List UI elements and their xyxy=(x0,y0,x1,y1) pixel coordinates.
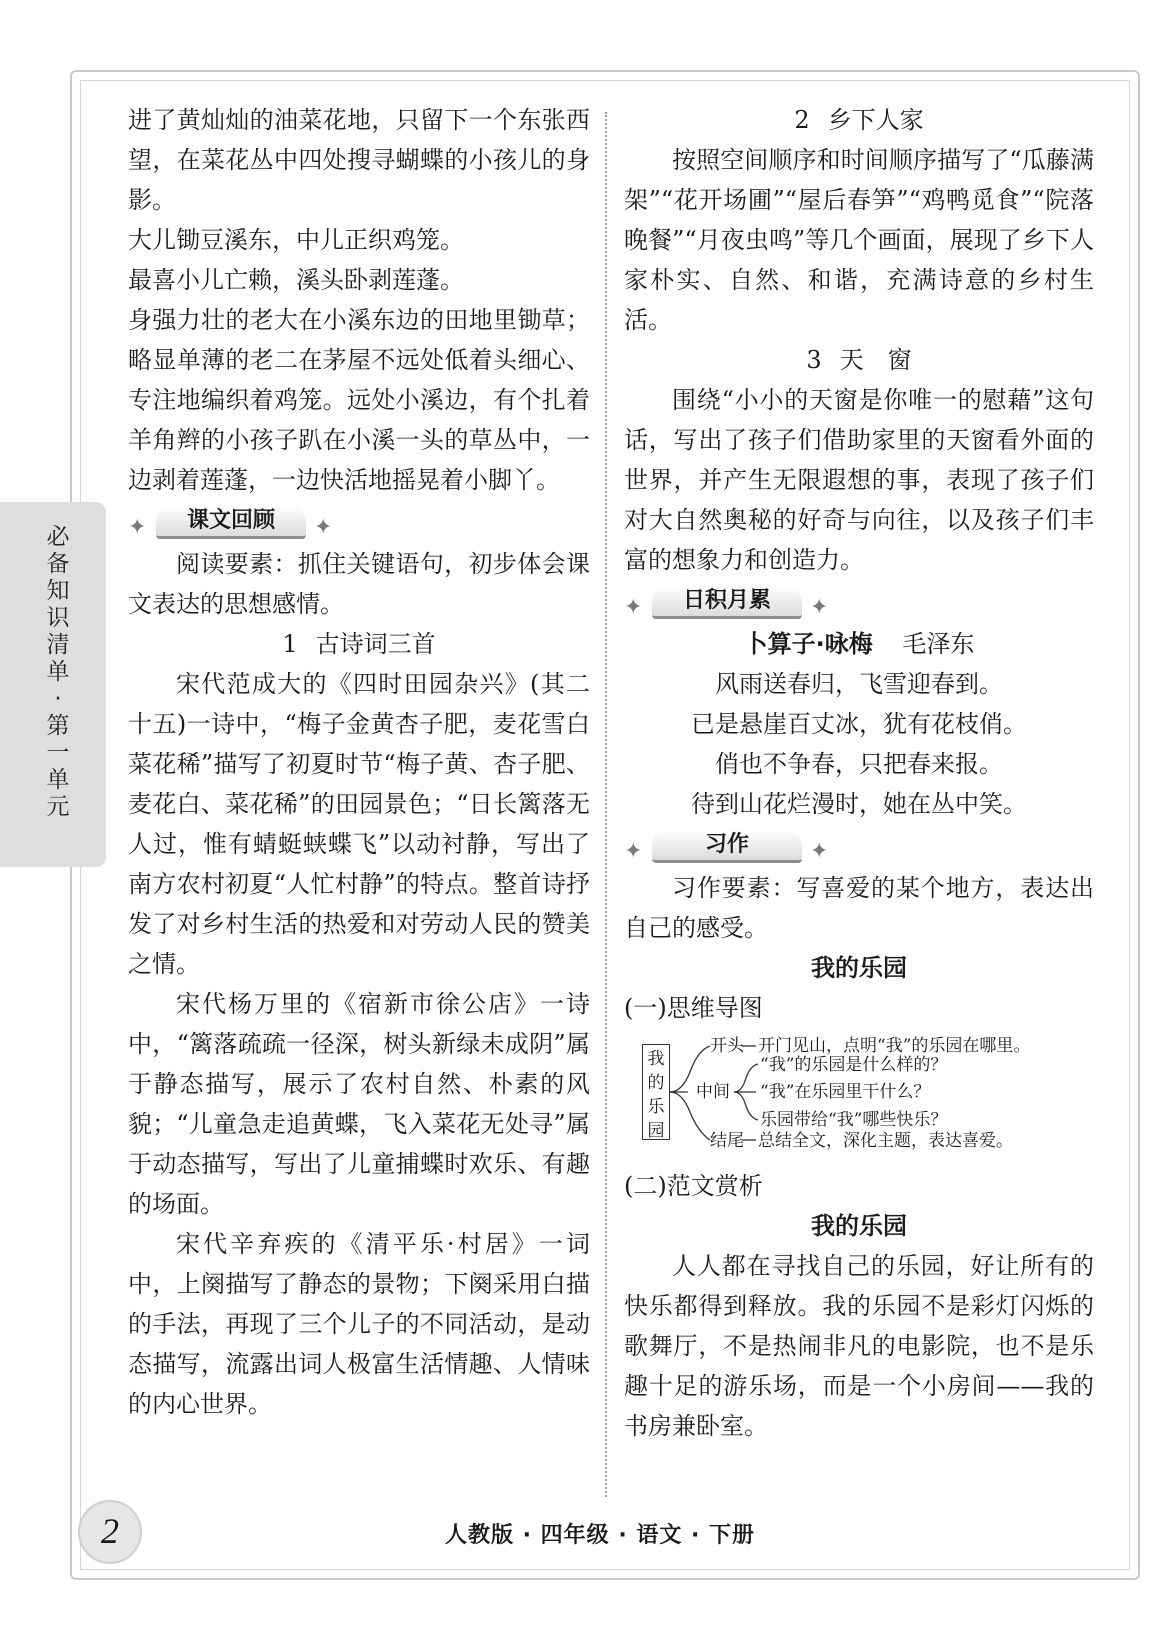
mindmap-heading: (一)思维导图 xyxy=(624,994,763,1022)
side-tab-label: 必备知识清单·第一单元 xyxy=(46,524,70,820)
right-column xyxy=(624,100,1094,1446)
poem-line: 风雨送春归，飞雪迎春到。 xyxy=(715,670,1003,698)
mind-map-start-label: 开头 xyxy=(710,1036,744,1056)
intro-paragraph-2: 身强力壮的老大在小溪东边的田地里锄草；略显单薄的老二在茅屋不远处低着头细心、专注地编织着鸡笼。远处小溪边，有个扎着羊角辫的小孩子趴在小溪一头的草丛中，一边剥着莲蓬，一边快活地摇晃着小脚丫。 xyxy=(128,306,590,494)
sparkle-icon: ✦ xyxy=(314,515,333,540)
sparkle-icon: ✦ xyxy=(810,595,829,620)
sample-title: 我的乐园 xyxy=(811,1212,907,1240)
lesson-3-heading xyxy=(624,340,1094,380)
mind-map-middle-item: “我”的乐园是什么样的？ xyxy=(760,1055,948,1075)
poem-line: 待到山花烂漫时，她在丛中笑。 xyxy=(691,790,1027,818)
sparkle-icon: ✦ xyxy=(624,595,643,620)
mind-map-middle-label: 中间 xyxy=(696,1082,730,1102)
sample-paragraph: 人人都在寻找自己的乐园，好让所有的快乐都得到释放。我的乐园不是彩灯闪烁的歌舞厅，不是热闹非凡的电影院，也不是乐趣十足的游乐场，而是一个小房间——我的书房兼卧室。 xyxy=(624,1252,1094,1440)
lesson-title: 乡下人家 xyxy=(827,106,924,134)
writing-elements: 习作要素：写喜爱的某个地方，表达出自己的感受。 xyxy=(624,874,1094,942)
mind-map-middle-item: “我”在乐园里干什么？ xyxy=(760,1082,931,1102)
poem-title: 卜算子·咏梅 xyxy=(743,630,873,658)
mind-map-start-text: 开门见山，点明“我”的乐园在哪里。 xyxy=(758,1036,1031,1056)
poem-heading xyxy=(624,624,1094,664)
poem-line: 俏也不争春，只把春来报。 xyxy=(715,750,1003,778)
essay-title: 我的乐园 xyxy=(811,954,907,982)
reading-elements: 阅读要素：抓住关键语句，初步体会课文表达的思想感情。 xyxy=(128,550,590,618)
lesson-title: 古诗词三首 xyxy=(315,630,436,658)
lesson-2-paragraph: 按照空间顺序和时间顺序描写了“瓜藤满架”“花开场圃”“屋后春笋”“鸡鸭觅食”“院落晚餐”“月夜虫鸣”等几个画面，展现了乡下人家朴实、自然、和谐，充满诗意的乡村生活。 xyxy=(624,146,1094,334)
mind-map-root: 我的乐园 xyxy=(642,1044,670,1140)
side-chapter-tab xyxy=(0,502,106,867)
left-column xyxy=(128,100,590,1424)
poem-line: 已是悬崖百丈冰，犹有花枝俏。 xyxy=(691,710,1027,738)
column-divider xyxy=(605,112,607,1497)
section-header-accumulation xyxy=(624,582,1094,622)
lesson-3-paragraph: 围绕“小小的天窗是你唯一的慰藉”这句话，写出了孩子们借助家里的天窗看外面的世界，并产生无限遐想的事，表现了孩子们对大自然奥秘的好奇与向往，以及孩子们丰富的想象力和创造力。 xyxy=(624,386,1094,574)
mind-map-end-label: 结尾 xyxy=(710,1131,744,1151)
mind-map-middle-item: 乐园带给“我”哪些快乐？ xyxy=(760,1110,948,1130)
lesson-number: 3 xyxy=(806,346,822,374)
poem-author: 毛泽东 xyxy=(902,630,975,658)
mind-map-end-text: 总结全文，深化主题，表达喜爱。 xyxy=(758,1131,1013,1151)
mind-map xyxy=(624,1032,1094,1162)
sample-heading: (二)范文赏析 xyxy=(624,1172,763,1200)
poem-line-2: 最喜小儿亡赖，溪头卧剥莲蓬。 xyxy=(128,266,464,294)
sparkle-icon: ✦ xyxy=(624,839,643,864)
lesson-title: 天 窗 xyxy=(839,346,912,374)
lesson-2-heading xyxy=(624,100,1094,140)
lesson-1-heading xyxy=(128,624,590,664)
lesson-number: 1 xyxy=(282,630,298,658)
page-number: 2 xyxy=(78,1500,142,1564)
section-title: 日积月累 xyxy=(652,586,802,619)
section-title: 习作 xyxy=(652,830,802,863)
sparkle-icon: ✦ xyxy=(810,839,829,864)
sparkle-icon: ✦ xyxy=(128,515,147,540)
footer-edition: 人教版 · 四年级 · 语文 · 下册 xyxy=(444,1523,756,1548)
lesson-1-paragraph-1: 宋代范成大的《四时田园杂兴》(其二十五)一诗中，“梅子金黄杏子肥，麦花雪白菜花稀”描写了初夏时节“梅子黄、杏子肥、麦花白、菜花稀”的田园景色；“日长篱落无人过，惟有蜻蜓蛱蝶飞”以动衬静，写出了南方农村初夏“人忙村静”的特点。整首诗抒发了对乡村生活的热爱和对劳动人民的赞美之情。 xyxy=(128,670,590,978)
section-header-writing xyxy=(624,826,1094,866)
intro-paragraph-1: 进了黄灿灿的油菜花地，只留下一个东张西望，在菜花丛中四处搜寻蝴蝶的小孩儿的身影。 xyxy=(128,106,590,214)
lesson-number: 2 xyxy=(794,106,810,134)
section-title: 课文回顾 xyxy=(156,506,306,539)
poem-line-1: 大儿锄豆溪东，中儿正织鸡笼。 xyxy=(128,226,464,254)
lesson-1-paragraph-3: 宋代辛弃疾的《清平乐·村居》一词中，上阕描写了静态的景物；下阕采用白描的手法，再现了三个儿子的不同活动，是动态描写，流露出词人极富生活情趣、人情味的内心世界。 xyxy=(128,1230,590,1418)
lesson-1-paragraph-2: 宋代杨万里的《宿新市徐公店》一诗中，“篱落疏疏一径深，树头新绿未成阴”属于静态描写，展示了农村自然、朴素的风貌；“儿童急走追黄蝶，飞入菜花无处寻”属于动态描写，写出了儿童捕蝶时欢乐、有趣的场面。 xyxy=(128,990,590,1218)
section-header-review xyxy=(128,502,590,542)
